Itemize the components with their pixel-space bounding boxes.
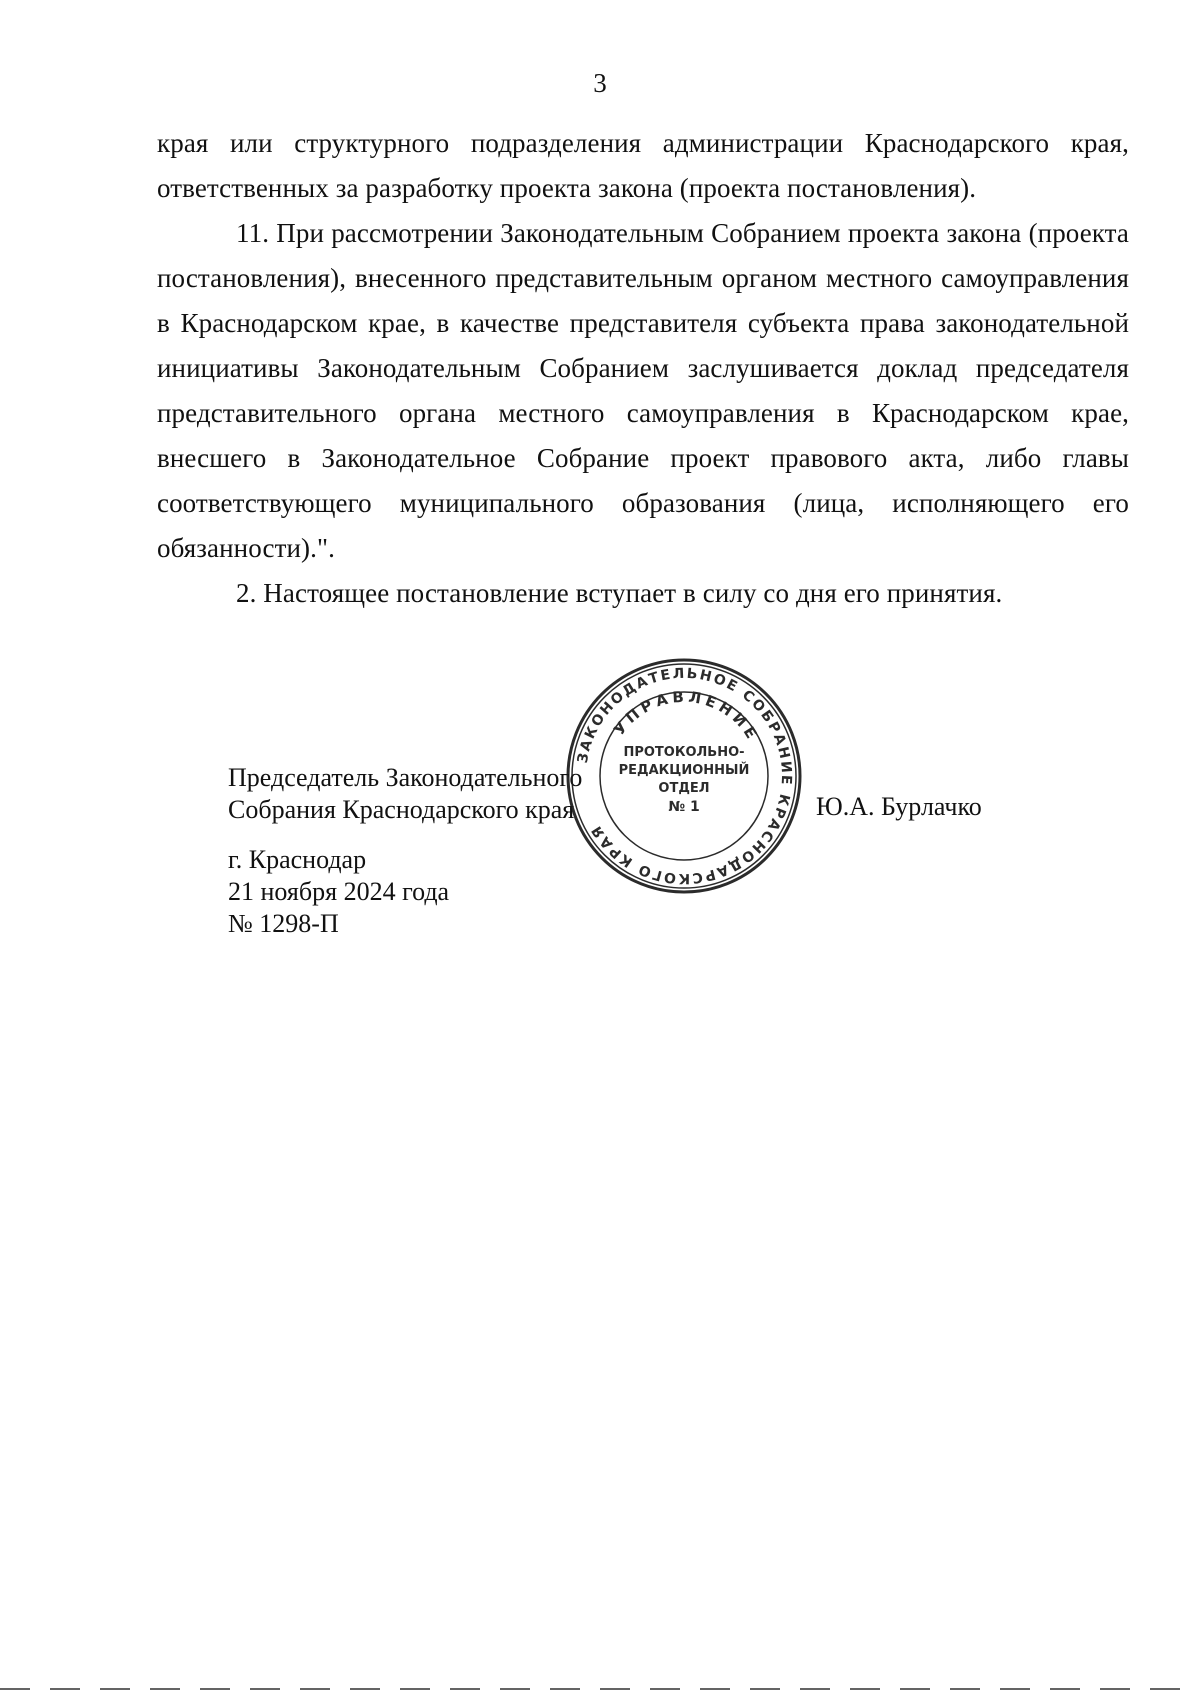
document-number: № 1298-П	[228, 909, 339, 938]
footer-rule	[0, 1688, 1200, 1690]
document-info	[228, 844, 449, 940]
paragraph-clause-11: 11. При рассмотрении Законодательным Собранием проекта закона (проекта постановления), внесенного представительным органом местного самоуправления в Краснодарском крае, в качестве представителя субъекта права законодательной инициативы Законодательным Собранием заслушивается доклад председателя представительного органа местного самоуправления в Краснодарском крае, внесшего в Законодательное Собрание проект правового акта, либо главы соответствующего муниципального образования (лица, исполняющего его обязанности).".	[157, 218, 1129, 563]
document-city: г. Краснодар	[228, 845, 367, 874]
document-date: 21 ноября 2024 года	[228, 877, 450, 906]
signature-name: Ю.А. Бурлачко	[816, 792, 982, 821]
document-body	[157, 121, 1129, 616]
stamp-inner-textpath: УПРАВЛЕНИЕ	[610, 687, 763, 746]
paragraph-continuation: края или структурного подразделения администрации Краснодарского края, ответственных за разработку проекта закона (проекта постановления).	[157, 128, 1129, 203]
stamp-center-line-2: РЕДАКЦИОННЫЙ	[618, 763, 750, 778]
signature-title	[228, 762, 582, 826]
official-stamp	[564, 656, 804, 896]
stamp-outer-textpath: ЗАКОНОДАТЕЛЬНОЕ СОБРАНИЕ КРАСНОДАРСКОГО КРАЯ	[574, 665, 795, 887]
page-number: 3	[593, 68, 607, 98]
signature-title-line-2: Собрания Краснодарского края	[228, 795, 575, 824]
paragraph-effective-date: 2. Настоящее постановление вступает в силу со дня его принятия.	[236, 578, 1003, 608]
signature-title-line-1: Председатель Законодательного	[228, 763, 583, 792]
stamp-center-line-3: ОТДЕЛ	[658, 781, 710, 796]
stamp-center-line-1: ПРОТОКОЛЬНО-	[623, 745, 745, 760]
stamp-center-line-4: № 1	[668, 799, 700, 815]
